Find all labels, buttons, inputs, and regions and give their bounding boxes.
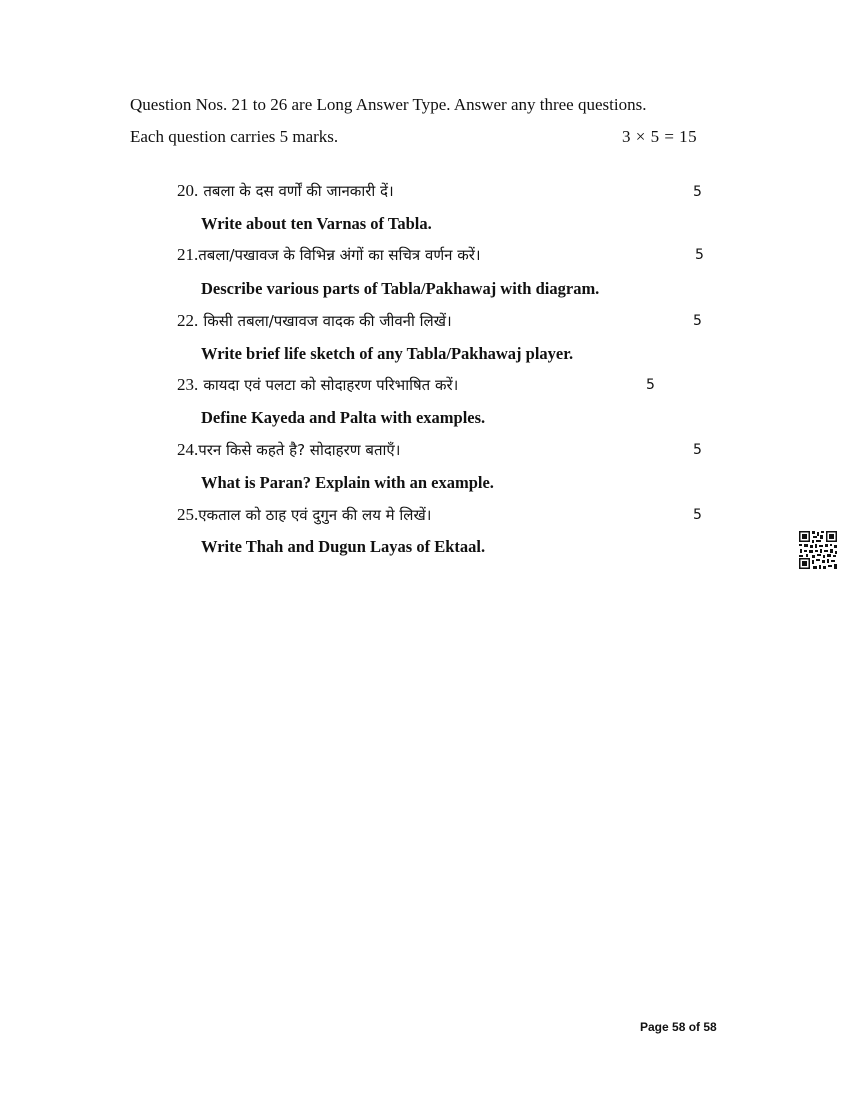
instruction-line-1: Question Nos. 21 to 26 are Long Answer Type. Answer any three questions. [130,95,647,114]
page-number: Page 58 of 58 [640,1020,717,1034]
question-number: 25. [177,505,199,524]
question-20-hindi-line [177,181,394,201]
question-22-marks: 5 [693,313,702,329]
question-hindi: एकताल को ठाह एवं दुगुन की लय मे लिखें। [198,506,432,524]
question-25-english: Write Thah and Dugun Layas of Ektaal. [201,537,486,556]
question-22-english: Write brief life sketch of any Tabla/Pakhawaj player. [201,344,574,363]
question-25-marks: 5 [693,507,702,523]
question-hindi: किसी तबला/पखावज वादक की जीवनी लिखें। [203,312,452,330]
question-20-marks: 5 [693,184,702,200]
qr-code-icon [798,530,838,570]
question-number: 24. [177,440,199,459]
question-number: 21. [177,245,199,264]
question-21-hindi-line [177,245,481,265]
question-20-english: Write about ten Varnas of Tabla. [201,214,432,233]
question-25-hindi-line [177,505,431,525]
question-number: 22. [177,311,199,330]
question-22-hindi-line [177,311,452,331]
total-marks: 3 × 5 = 15 [622,127,698,146]
question-24-marks: 5 [693,442,702,458]
question-21-marks: 5 [695,247,704,263]
question-number: 20. [177,181,199,200]
question-hindi: तबला/पखावज के विभिन्न अंगों का सचित्र वर्णन करें। [198,246,481,264]
question-hindi: परन किसे कहते है? सोदाहरण बताएँ। [198,441,401,459]
instruction-line-2: Each question carries 5 marks. [130,127,339,146]
question-24-hindi-line [177,440,400,460]
question-24-english: What is Paran? Explain with an example. [201,473,494,492]
question-hindi: कायदा एवं पलटा को सोदाहरण परिभाषित करें। [203,376,459,394]
question-number: 23. [177,375,199,394]
question-23-hindi-line [177,375,458,395]
question-23-marks: 5 [646,377,655,393]
question-hindi: तबला के दस वर्णों की जानकारी दें। [203,182,394,200]
question-23-english: Define Kayeda and Palta with examples. [201,408,486,427]
question-21-english: Describe various parts of Tabla/Pakhawaj with diagram. [201,279,600,298]
